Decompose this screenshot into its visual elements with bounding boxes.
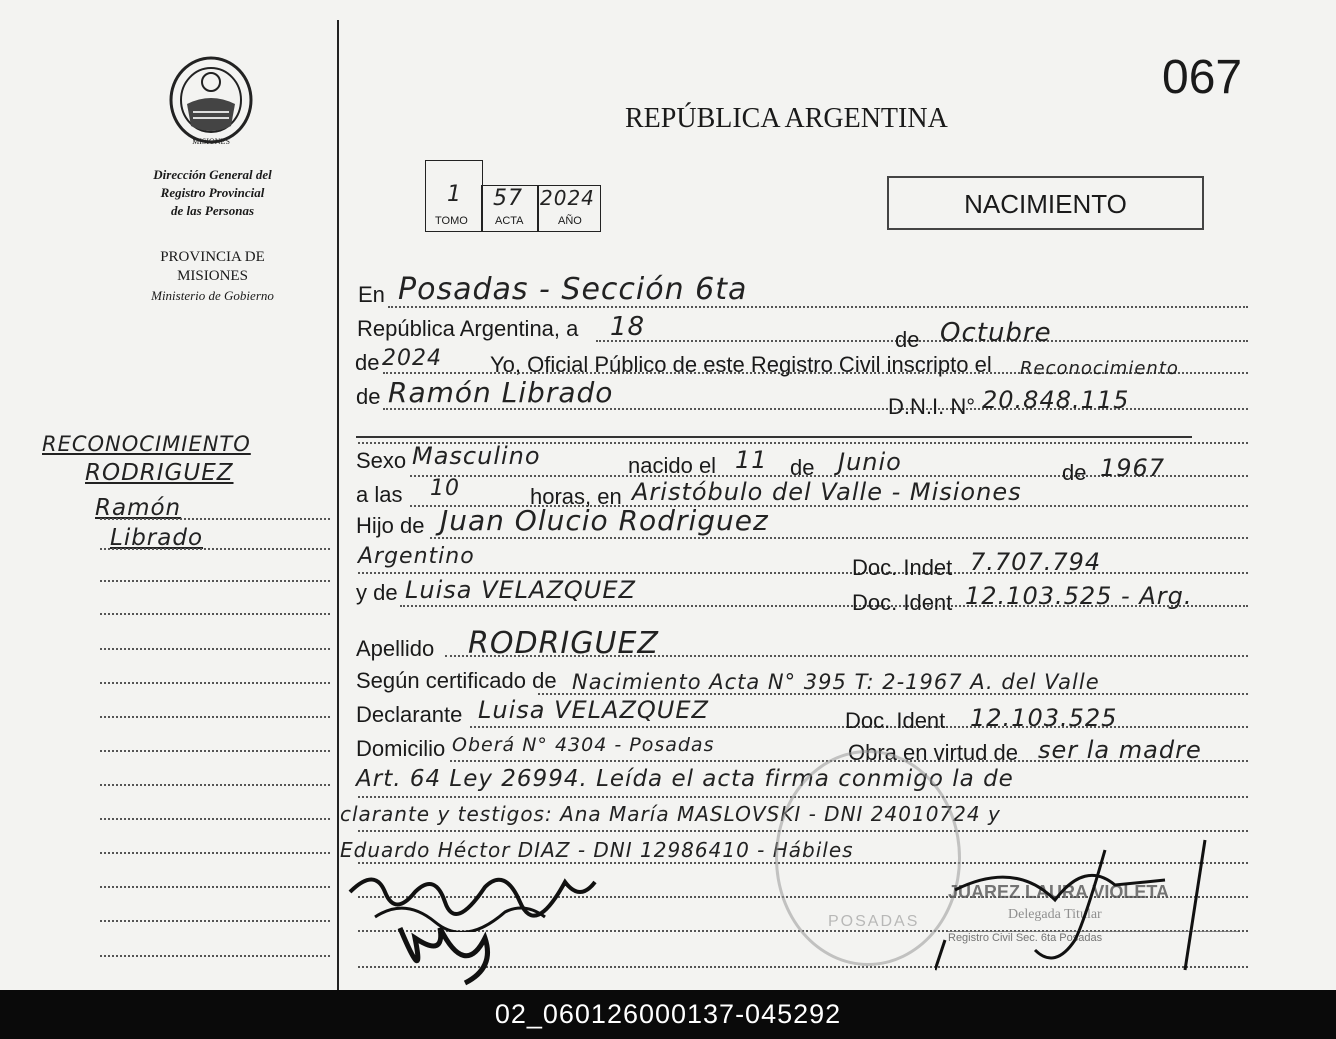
mother-value: Luisa VELAZQUEZ: [405, 576, 636, 604]
dni-value: 20.848.115: [982, 386, 1130, 414]
place-value: Posadas - Sección 6ta: [398, 272, 748, 307]
month-value: Octubre: [940, 318, 1052, 348]
free-text-2: clarante y testigos: Ana María MASLOVSKI - DNI 24010724 y: [340, 802, 1001, 826]
acta-value: 57: [493, 186, 523, 211]
segun-label: Según certificado de: [356, 668, 557, 693]
name-value: Ramón Librado: [388, 376, 614, 409]
declarante-label: Declarante: [356, 702, 463, 727]
doc1-value: 7.707.794: [970, 548, 1102, 576]
doc3-value: 12.103.525: [970, 704, 1118, 732]
apellido-label: Apellido: [356, 636, 435, 661]
svg-text:MISIONES: MISIONES: [192, 137, 230, 146]
signature-official-icon: [385, 918, 515, 988]
ministry-name: Ministerio de Gobierno: [151, 288, 274, 303]
oficial-text: Yo, Oficial Público de este Registro Civil inscripto el: [490, 352, 992, 377]
doc1-label: Doc. Indet: [852, 555, 953, 580]
country-title: REPÚBLICA ARGENTINA: [625, 103, 948, 134]
hour-value: 10: [430, 476, 460, 501]
year-label: de: [355, 350, 380, 375]
coat-of-arms-icon: [165, 52, 257, 148]
doc-type-box: NACIMIENTO: [887, 176, 1204, 230]
line-republica: República Argentina, a: [357, 316, 579, 341]
vertical-divider: [337, 20, 339, 990]
declarante-value: Luisa VELAZQUEZ: [478, 696, 709, 724]
day-value: 18: [610, 312, 646, 342]
official-title: Delegada Titular: [1008, 907, 1102, 922]
signature-registrar-icon: [935, 830, 1235, 980]
sexo-value: Masculino: [412, 442, 541, 470]
birth-month: Junio: [838, 448, 902, 476]
year-value: 2024: [382, 346, 442, 371]
official-name: JUAREZ LAURA VIOLETA: [948, 882, 1170, 902]
margin-note-4: Librado: [110, 525, 204, 551]
de4-label: de: [1062, 460, 1087, 485]
register-box: [425, 160, 601, 232]
birth-day: 11: [735, 446, 768, 474]
dni-label: D.N.I. N°: [888, 394, 976, 419]
anio-label: AÑO: [558, 215, 582, 227]
free-text-1: Art. 64 Ley 26994. Leída el acta firma conmigo la de: [356, 766, 1014, 792]
obra-label: Obra en virtud de: [848, 740, 1018, 765]
birth-year: 1967: [1100, 454, 1166, 482]
de3-label: de: [790, 455, 815, 480]
hijo-label: Hijo de: [356, 513, 425, 538]
nacido-label: nacido el: [628, 453, 717, 478]
doc3-label: Doc. Ident: [845, 708, 946, 733]
line-en: En: [358, 282, 385, 307]
doc2-label: Doc. Ident: [852, 590, 953, 615]
place-of-birth: Aristóbulo del Valle - Misiones: [632, 478, 1022, 506]
de2-label: de: [356, 384, 381, 409]
domicilio-label: Domicilio: [356, 736, 446, 761]
round-seal: POSADAS: [775, 750, 961, 966]
office-name: Dirección General del Registro Provincial de las Personas: [153, 167, 272, 218]
free-text-3: Eduardo Héctor DIAZ - DNI 12986410 - Hábiles: [340, 838, 854, 862]
father-nationality: Argentino: [358, 544, 475, 569]
margin-note-1: RECONOCIMIENTO: [42, 432, 251, 456]
barcode-footer: 02_060126000137-045292: [0, 990, 1336, 1039]
margin-note-3: Ramón: [95, 495, 182, 521]
de-label: de: [895, 327, 920, 352]
tomo-label: TOMO: [435, 215, 468, 227]
anio-value: 2024: [540, 186, 595, 210]
oficial-value: Reconocimiento: [1020, 358, 1179, 379]
tomo-value: 1: [447, 182, 462, 207]
doc2-value: 12.103.525 - Arg.: [965, 582, 1193, 610]
segun-value: Nacimiento Acta N° 395 T: 2-1967 A. del Valle: [572, 670, 1100, 694]
domicilio-value: Oberá N° 4304 - Posadas: [452, 734, 715, 756]
page-number: 067: [1162, 51, 1243, 104]
yde-label: y de: [356, 580, 398, 605]
acta-label: ACTA: [495, 215, 524, 227]
official-office: Registro Civil Sec. 6ta Posadas: [948, 931, 1238, 944]
alas-label: a las: [356, 482, 403, 507]
province-name: PROVINCIA DE MISIONES: [160, 249, 265, 284]
obra-value: ser la madre: [1038, 736, 1202, 764]
father-value: Juan Olucio Rodriguez: [440, 504, 769, 537]
margin-note-2: RODRIGUEZ: [85, 460, 234, 486]
horas-label: horas, en: [530, 484, 622, 509]
apellido-value: RODRIGUEZ: [468, 626, 659, 661]
sexo-label: Sexo: [356, 448, 407, 473]
